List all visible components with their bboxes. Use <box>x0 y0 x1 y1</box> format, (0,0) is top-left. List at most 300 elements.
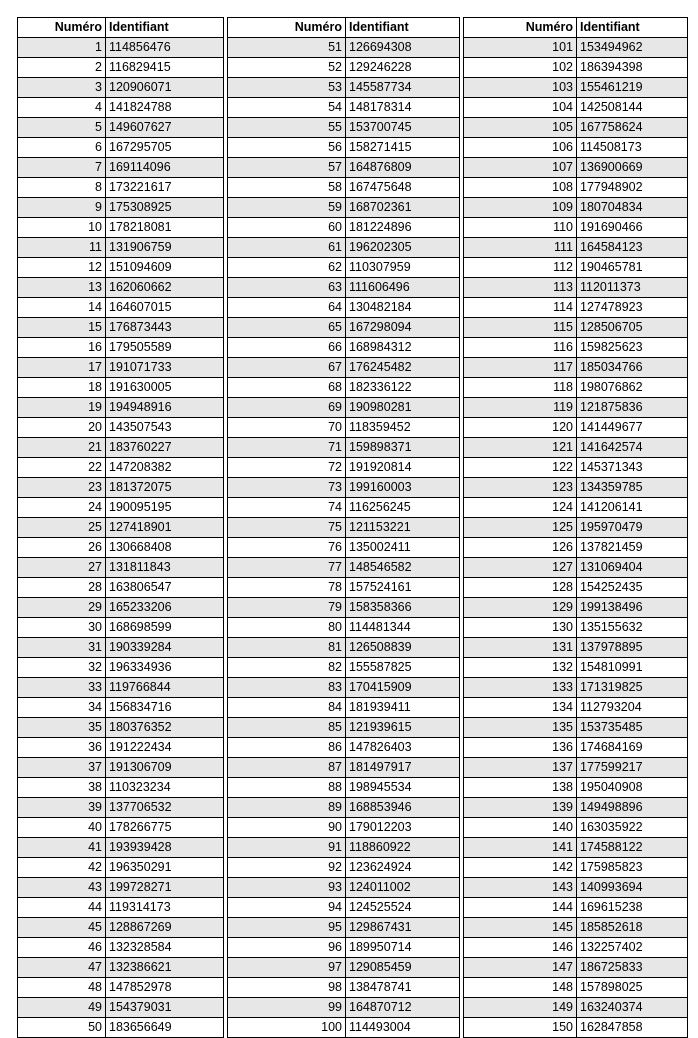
row-identifier: 169114096 <box>106 158 224 178</box>
row-number: 150 <box>464 1018 577 1038</box>
row-number: 19 <box>18 398 106 418</box>
table-row <box>18 278 224 298</box>
row-identifier: 199728271 <box>106 878 224 898</box>
table-row <box>18 498 224 518</box>
table-row <box>228 38 460 58</box>
row-number: 1 <box>18 38 106 58</box>
table-row <box>464 818 688 838</box>
row-identifier: 181372075 <box>106 478 224 498</box>
row-identifier: 176245482 <box>346 358 460 378</box>
table-row <box>18 358 224 378</box>
row-identifier: 131906759 <box>106 238 224 258</box>
row-identifier: 114493004 <box>346 1018 460 1038</box>
row-number: 28 <box>18 578 106 598</box>
row-number: 81 <box>228 638 346 658</box>
table-row <box>18 298 224 318</box>
row-identifier: 114481344 <box>346 618 460 638</box>
row-identifier: 154379031 <box>106 998 224 1018</box>
row-identifier: 138478741 <box>346 978 460 998</box>
table-row <box>18 698 224 718</box>
row-identifier: 190339284 <box>106 638 224 658</box>
table-column-1 <box>17 17 224 1038</box>
row-identifier: 154252435 <box>577 578 688 598</box>
table-row <box>228 98 460 118</box>
row-number: 119 <box>464 398 577 418</box>
table-row <box>464 778 688 798</box>
row-identifier: 127418901 <box>106 518 224 538</box>
row-identifier: 179012203 <box>346 818 460 838</box>
row-number: 85 <box>228 718 346 738</box>
row-number: 102 <box>464 58 577 78</box>
table-row <box>18 598 224 618</box>
row-number: 141 <box>464 838 577 858</box>
row-identifier: 178218081 <box>106 218 224 238</box>
row-identifier: 153700745 <box>346 118 460 138</box>
row-number: 4 <box>18 98 106 118</box>
table-row <box>464 38 688 58</box>
row-identifier: 149498896 <box>577 798 688 818</box>
row-number: 14 <box>18 298 106 318</box>
row-number: 10 <box>18 218 106 238</box>
table-row <box>18 798 224 818</box>
row-identifier: 129085459 <box>346 958 460 978</box>
row-identifier: 199138496 <box>577 598 688 618</box>
table-row <box>228 238 460 258</box>
table-row <box>18 138 224 158</box>
numero-header: Numéro <box>464 18 577 38</box>
row-identifier: 114508173 <box>577 138 688 158</box>
row-number: 56 <box>228 138 346 158</box>
row-identifier: 194948916 <box>106 398 224 418</box>
table-row <box>464 178 688 198</box>
row-identifier: 180376352 <box>106 718 224 738</box>
identifiant-header: Identifiant <box>346 18 460 38</box>
row-identifier: 124011002 <box>346 878 460 898</box>
table-row <box>464 458 688 478</box>
table-row <box>18 998 224 1018</box>
table-row <box>18 938 224 958</box>
row-identifier: 136900669 <box>577 158 688 178</box>
row-identifier: 175985823 <box>577 858 688 878</box>
row-identifier: 176873443 <box>106 318 224 338</box>
row-number: 27 <box>18 558 106 578</box>
row-number: 99 <box>228 998 346 1018</box>
row-number: 3 <box>18 78 106 98</box>
row-number: 53 <box>228 78 346 98</box>
row-number: 125 <box>464 518 577 538</box>
table-row <box>228 458 460 478</box>
table-row <box>464 298 688 318</box>
row-number: 48 <box>18 978 106 998</box>
table-row <box>464 858 688 878</box>
row-number: 121 <box>464 438 577 458</box>
table-row <box>464 218 688 238</box>
row-identifier: 189950714 <box>346 938 460 958</box>
row-identifier: 141824788 <box>106 98 224 118</box>
row-identifier: 157898025 <box>577 978 688 998</box>
row-identifier: 132328584 <box>106 938 224 958</box>
row-number: 7 <box>18 158 106 178</box>
row-identifier: 148178314 <box>346 98 460 118</box>
table-column-3 <box>463 17 688 1038</box>
row-identifier: 147208382 <box>106 458 224 478</box>
table-row <box>18 118 224 138</box>
table-row <box>228 198 460 218</box>
row-identifier: 182336122 <box>346 378 460 398</box>
table-row <box>464 498 688 518</box>
row-identifier: 198076862 <box>577 378 688 398</box>
row-identifier: 164870712 <box>346 998 460 1018</box>
table-row <box>18 458 224 478</box>
table-row <box>18 378 224 398</box>
table-row <box>18 678 224 698</box>
row-number: 78 <box>228 578 346 598</box>
table-row <box>18 738 224 758</box>
row-number: 135 <box>464 718 577 738</box>
row-identifier: 195040908 <box>577 778 688 798</box>
row-number: 16 <box>18 338 106 358</box>
row-number: 52 <box>228 58 346 78</box>
row-identifier: 135155632 <box>577 618 688 638</box>
row-identifier: 131069404 <box>577 558 688 578</box>
table-row <box>228 638 460 658</box>
table-row <box>18 338 224 358</box>
row-number: 86 <box>228 738 346 758</box>
row-identifier: 110307959 <box>346 258 460 278</box>
row-number: 69 <box>228 398 346 418</box>
row-number: 94 <box>228 898 346 918</box>
table-row <box>464 438 688 458</box>
table-row <box>464 798 688 818</box>
table-row <box>228 938 460 958</box>
row-number: 15 <box>18 318 106 338</box>
row-identifier: 127478923 <box>577 298 688 318</box>
row-number: 76 <box>228 538 346 558</box>
row-number: 104 <box>464 98 577 118</box>
table-row <box>228 738 460 758</box>
row-number: 68 <box>228 378 346 398</box>
row-number: 66 <box>228 338 346 358</box>
row-number: 90 <box>228 818 346 838</box>
table-row <box>18 78 224 98</box>
row-identifier: 135002411 <box>346 538 460 558</box>
row-number: 89 <box>228 798 346 818</box>
table-row <box>18 918 224 938</box>
row-number: 107 <box>464 158 577 178</box>
row-identifier: 124525524 <box>346 898 460 918</box>
row-identifier: 175308925 <box>106 198 224 218</box>
row-identifier: 167758624 <box>577 118 688 138</box>
row-number: 20 <box>18 418 106 438</box>
row-number: 110 <box>464 218 577 238</box>
row-identifier: 123624924 <box>346 858 460 878</box>
row-number: 113 <box>464 278 577 298</box>
row-number: 39 <box>18 798 106 818</box>
table-row <box>464 538 688 558</box>
table-row <box>464 378 688 398</box>
row-number: 145 <box>464 918 577 938</box>
row-number: 9 <box>18 198 106 218</box>
row-number: 88 <box>228 778 346 798</box>
table-row <box>464 698 688 718</box>
row-identifier: 193939428 <box>106 838 224 858</box>
table-row <box>464 1018 688 1038</box>
row-number: 126 <box>464 538 577 558</box>
table-row <box>18 618 224 638</box>
row-number: 93 <box>228 878 346 898</box>
row-number: 137 <box>464 758 577 778</box>
row-identifier: 169615238 <box>577 898 688 918</box>
table-row <box>464 518 688 538</box>
row-identifier: 163240374 <box>577 998 688 1018</box>
table-column-2 <box>227 17 460 1038</box>
row-identifier: 168698599 <box>106 618 224 638</box>
table-row <box>228 678 460 698</box>
row-identifier: 173221617 <box>106 178 224 198</box>
table-row <box>228 278 460 298</box>
row-number: 100 <box>228 1018 346 1038</box>
table-row <box>464 318 688 338</box>
row-number: 133 <box>464 678 577 698</box>
row-number: 71 <box>228 438 346 458</box>
row-identifier: 164876809 <box>346 158 460 178</box>
row-identifier: 168984312 <box>346 338 460 358</box>
row-identifier: 147852978 <box>106 978 224 998</box>
row-number: 124 <box>464 498 577 518</box>
row-number: 149 <box>464 998 577 1018</box>
row-identifier: 185852618 <box>577 918 688 938</box>
table-row <box>464 958 688 978</box>
table-row <box>228 918 460 938</box>
row-identifier: 130668408 <box>106 538 224 558</box>
row-identifier: 116829415 <box>106 58 224 78</box>
row-identifier: 190465781 <box>577 258 688 278</box>
table-row <box>464 418 688 438</box>
row-identifier: 148546582 <box>346 558 460 578</box>
row-number: 25 <box>18 518 106 538</box>
table-row <box>228 418 460 438</box>
row-number: 131 <box>464 638 577 658</box>
table-row <box>228 218 460 238</box>
table-row <box>228 298 460 318</box>
row-number: 61 <box>228 238 346 258</box>
table-row <box>228 118 460 138</box>
table-row <box>18 718 224 738</box>
row-number: 142 <box>464 858 577 878</box>
table-row <box>464 238 688 258</box>
row-identifier: 112793204 <box>577 698 688 718</box>
identifiant-header: Identifiant <box>106 18 224 38</box>
row-number: 146 <box>464 938 577 958</box>
row-number: 79 <box>228 598 346 618</box>
row-number: 40 <box>18 818 106 838</box>
row-number: 17 <box>18 358 106 378</box>
row-number: 60 <box>228 218 346 238</box>
table-row <box>228 998 460 1018</box>
row-number: 30 <box>18 618 106 638</box>
row-identifier: 181939411 <box>346 698 460 718</box>
table-row <box>464 578 688 598</box>
row-identifier: 171319825 <box>577 678 688 698</box>
row-number: 47 <box>18 958 106 978</box>
row-identifier: 195970479 <box>577 518 688 538</box>
row-identifier: 140993694 <box>577 878 688 898</box>
table-row <box>228 78 460 98</box>
row-identifier: 199160003 <box>346 478 460 498</box>
table-row <box>464 898 688 918</box>
header-row <box>228 18 460 38</box>
row-number: 117 <box>464 358 577 378</box>
row-identifier: 128867269 <box>106 918 224 938</box>
row-identifier: 149607627 <box>106 118 224 138</box>
row-identifier: 155587825 <box>346 658 460 678</box>
table-row <box>18 518 224 538</box>
row-identifier: 186394398 <box>577 58 688 78</box>
row-identifier: 153735485 <box>577 718 688 738</box>
row-number: 24 <box>18 498 106 518</box>
table-row <box>464 258 688 278</box>
row-number: 2 <box>18 58 106 78</box>
table-row <box>228 818 460 838</box>
row-number: 12 <box>18 258 106 278</box>
table-row <box>18 478 224 498</box>
table-row <box>228 778 460 798</box>
row-number: 63 <box>228 278 346 298</box>
row-number: 8 <box>18 178 106 198</box>
row-number: 49 <box>18 998 106 1018</box>
row-identifier: 141642574 <box>577 438 688 458</box>
row-number: 38 <box>18 778 106 798</box>
row-number: 50 <box>18 1018 106 1038</box>
table-row <box>18 218 224 238</box>
table-row <box>228 598 460 618</box>
row-number: 18 <box>18 378 106 398</box>
row-identifier: 114856476 <box>106 38 224 58</box>
table-row <box>228 538 460 558</box>
row-identifier: 145371343 <box>577 458 688 478</box>
row-identifier: 191071733 <box>106 358 224 378</box>
table-row <box>18 558 224 578</box>
row-identifier: 121875836 <box>577 398 688 418</box>
table-row <box>228 618 460 638</box>
table-row <box>464 998 688 1018</box>
table-row <box>464 838 688 858</box>
row-number: 147 <box>464 958 577 978</box>
row-identifier: 190980281 <box>346 398 460 418</box>
table-row <box>464 678 688 698</box>
row-identifier: 191306709 <box>106 758 224 778</box>
row-identifier: 156834716 <box>106 698 224 718</box>
row-number: 112 <box>464 258 577 278</box>
row-identifier: 158271415 <box>346 138 460 158</box>
table-row <box>464 938 688 958</box>
row-number: 87 <box>228 758 346 778</box>
row-identifier: 158358366 <box>346 598 460 618</box>
table-row <box>228 878 460 898</box>
table-row <box>18 98 224 118</box>
row-number: 74 <box>228 498 346 518</box>
row-identifier: 186725833 <box>577 958 688 978</box>
table-row <box>18 198 224 218</box>
row-identifier: 168853946 <box>346 798 460 818</box>
row-number: 129 <box>464 598 577 618</box>
table-row <box>18 158 224 178</box>
row-number: 115 <box>464 318 577 338</box>
table-row <box>228 658 460 678</box>
table-row <box>464 718 688 738</box>
row-number: 70 <box>228 418 346 438</box>
row-identifier: 168702361 <box>346 198 460 218</box>
table-row <box>228 958 460 978</box>
row-identifier: 178266775 <box>106 818 224 838</box>
row-number: 64 <box>228 298 346 318</box>
row-identifier: 116256245 <box>346 498 460 518</box>
numero-header: Numéro <box>228 18 346 38</box>
row-number: 75 <box>228 518 346 538</box>
row-number: 82 <box>228 658 346 678</box>
row-identifier: 191920814 <box>346 458 460 478</box>
row-number: 13 <box>18 278 106 298</box>
row-number: 35 <box>18 718 106 738</box>
row-identifier: 151094609 <box>106 258 224 278</box>
table-row <box>18 178 224 198</box>
row-number: 36 <box>18 738 106 758</box>
table-row <box>18 538 224 558</box>
table-row <box>18 578 224 598</box>
table-row <box>18 878 224 898</box>
row-identifier: 119314173 <box>106 898 224 918</box>
row-number: 120 <box>464 418 577 438</box>
row-identifier: 159898371 <box>346 438 460 458</box>
row-number: 140 <box>464 818 577 838</box>
row-identifier: 180704834 <box>577 198 688 218</box>
table-row <box>228 798 460 818</box>
row-number: 21 <box>18 438 106 458</box>
row-identifier: 196202305 <box>346 238 460 258</box>
row-identifier: 118359452 <box>346 418 460 438</box>
row-identifier: 196334936 <box>106 658 224 678</box>
table-row <box>228 498 460 518</box>
row-number: 37 <box>18 758 106 778</box>
row-identifier: 165233206 <box>106 598 224 618</box>
row-identifier: 185034766 <box>577 358 688 378</box>
row-identifier: 177599217 <box>577 758 688 778</box>
row-number: 6 <box>18 138 106 158</box>
row-number: 57 <box>228 158 346 178</box>
row-number: 32 <box>18 658 106 678</box>
row-number: 22 <box>18 458 106 478</box>
row-number: 59 <box>228 198 346 218</box>
row-identifier: 147826403 <box>346 738 460 758</box>
row-identifier: 132257402 <box>577 938 688 958</box>
table-row <box>228 478 460 498</box>
row-number: 26 <box>18 538 106 558</box>
table-row <box>18 858 224 878</box>
row-number: 122 <box>464 458 577 478</box>
row-number: 44 <box>18 898 106 918</box>
table-row <box>18 818 224 838</box>
row-identifier: 111606496 <box>346 278 460 298</box>
row-identifier: 137978895 <box>577 638 688 658</box>
row-identifier: 143507543 <box>106 418 224 438</box>
table-row <box>18 38 224 58</box>
row-identifier: 179505589 <box>106 338 224 358</box>
row-number: 134 <box>464 698 577 718</box>
table-row <box>464 478 688 498</box>
row-number: 138 <box>464 778 577 798</box>
row-number: 139 <box>464 798 577 818</box>
row-number: 111 <box>464 238 577 258</box>
